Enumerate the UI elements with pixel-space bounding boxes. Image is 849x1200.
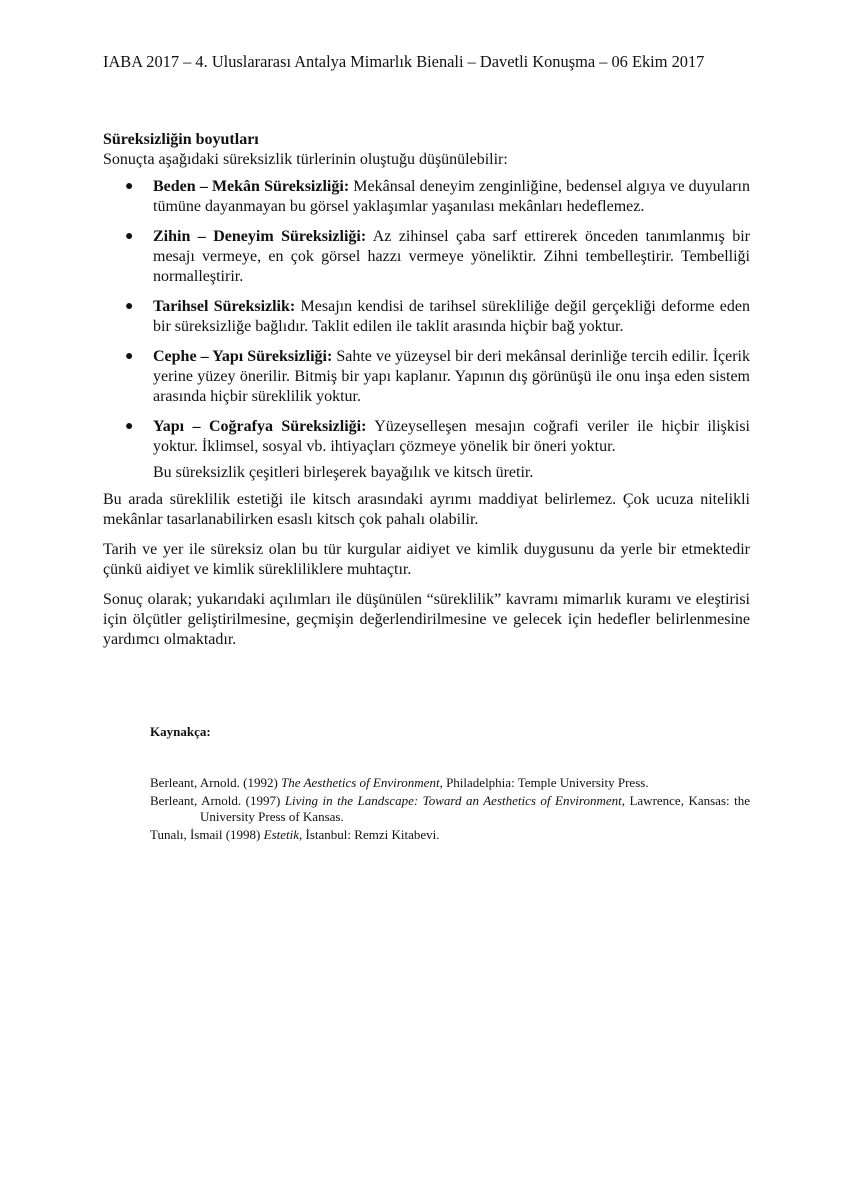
list-item [103,417,750,457]
page-header: IABA 2017 – 4. Uluslararası Antalya Mimarlık Bienali – Davetli Konuşma – 06 Ekim 2017 [103,52,705,71]
discontinuity-list [103,177,750,457]
list-item-text: Mesajın kendisi de tarihsel sürekliliğe değil gerçekliği deforme eden bir süreksizliğe bağlıdır. Taklit edilen ile taklit arasında hiçbir bağ yoktur. [153,298,751,335]
reference-publisher: İstanbul: Remzi Kitabevi. [302,827,440,842]
list-item [103,347,750,407]
bullet-icon: ● [125,349,134,364]
references-title: Kaynakça: [150,724,211,739]
list-item-term: Tarihsel Süreksizlik: [153,298,296,315]
references-section [150,724,750,845]
reference-item [150,793,750,825]
paragraph: Tarih ve yer ile süreksiz olan bu tür kurgular aidiyet ve kimlik duygusunu da yerle bir etmektedir çünkü aidiyet ve kimlik sürekliliklere muhtaçtır. [103,541,750,578]
list-item [103,227,750,287]
bullet-icon: ● [125,419,134,434]
reference-publisher: Philadelphia: Temple University Press. [442,775,649,790]
list-item-text: Yüzeyselleşen mesajın coğrafi veriler ile hiçbir ilişkisi yoktur. İklimsel, sosyal vb. ihtiyaçları çözmeye yönelik bir öneri yoktur. [153,418,750,455]
bullet-icon: ● [125,229,134,244]
list-item-term: Beden – Mekân Süreksizliği: [153,178,350,195]
reference-item [150,775,750,791]
reference-title: Estetik, [263,827,303,842]
list-item [103,297,750,337]
list-item-text: Sahte ve yüzeysel bir deri mekânsal derinliğe tercih edilir. İçerik yerine yüzey önerilir. Bitmiş bir yapı kaplanır. Yapının dış görünüşü ile onu inşa eden sistem arasında hiçbir süreklilik yoktur. [153,348,750,405]
reference-author: Berleant, Arnold. (1992) [150,775,282,790]
list-item-text: Mekânsal deneyim zenginliğine, bedensel algıya ve duyuların tümüne dayanmayan bu görsel yaklaşımlar yaşanılası mekânları hedeflemez. [153,178,750,215]
reference-publisher: Lawrence, Kansas: the University Press of Kansas. [200,793,750,824]
reference-author: Tunalı, İsmail (1998) [150,827,264,842]
reference-title: Living in the Landscape: Toward an Aesthetics of Environment, [284,793,625,808]
paragraph: Sonuç olarak; yukarıdaki açılımları ile düşünülen “süreklilik” kavramı mimarlık kuramı ve eleştirisi için ölçütler geliştirilmesine, geçmişin değerlendirilmesine ve gelecek için hedefler belirlenmesine yardımcı olmaktadır. [103,591,750,648]
bullet-icon: ● [125,299,134,314]
paragraph: Bu arada süreklilik estetiği ile kitsch arasındaki ayrımı maddiyat belirlemez. Çok ucuza nitelikli mekânlar tasarlanabilirken esaslı kitsch çok pahalı olabilir. [103,491,750,528]
reference-title: The Aesthetics of Environment, [281,775,443,790]
list-item-term: Yapı – Coğrafya Süreksizliği: [153,418,367,435]
reference-author: Berleant, Arnold. (1997) [150,793,285,808]
list-item-term: Cephe – Yapı Süreksizliği: [153,348,333,365]
list-summary: Bu süreksizlik çeşitleri birleşerek bayağılık ve kitsch üretir. [153,464,534,481]
list-item [103,177,750,217]
main-content [103,130,750,660]
section-title: Süreksizliğin boyutları [103,131,259,148]
reference-item [150,827,750,843]
intro-text: Sonuçta aşağıdaki süreksizlik türlerinin oluştuğu düşünülebilir: [103,151,508,168]
list-item-text: Az zihinsel çaba sarf ettirerek önceden tanımlanmış bir mesajı vermeye, en çok görsel hazzı vermeye yöneliktir. Zihni tembelleştirir. Tembelliği normalleştirir. [153,228,750,285]
list-item-term: Zihin – Deneyim Süreksizliği: [153,228,367,245]
bullet-icon: ● [125,179,134,194]
